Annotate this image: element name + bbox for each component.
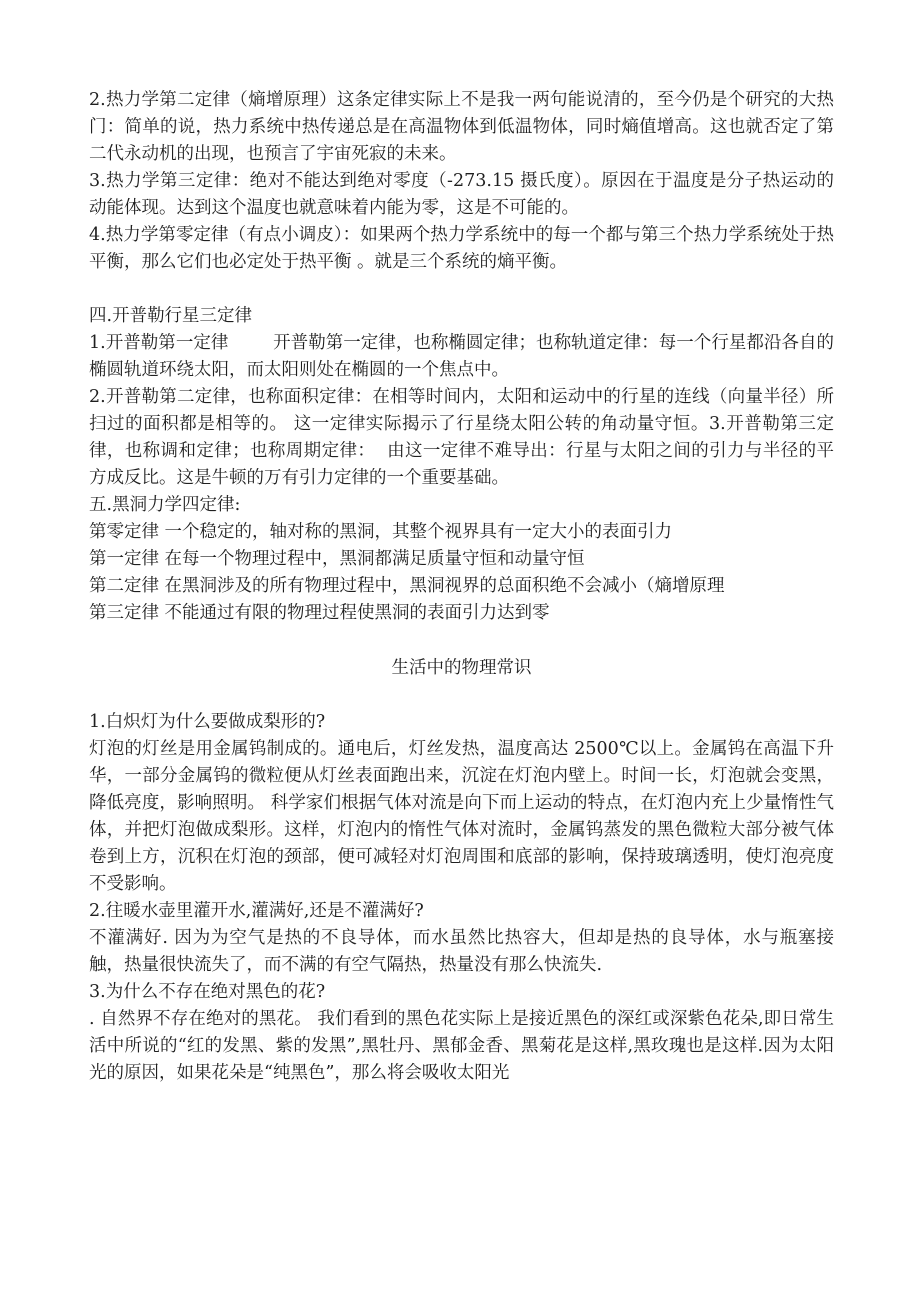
thermo-law-0: 4.热力学第零定律（有点小调皮）：如果两个热力学系统中的每一个都与第三个热力学系统处于热平衡，那么它们也必定处于热平衡 。就是三个系统的熵平衡。	[89, 225, 834, 272]
black-hole-law-1: 第一定律 在每一个物理过程中，黑洞都满足质量守恒和动量守恒	[89, 549, 585, 569]
answer-1: 灯泡的灯丝是用金属钨制成的。通电后，灯丝发热，温度高达 2500℃以上。金属钨在高温下升华，一部分金属钨的微粒便从灯丝表面跑出来，沉淀在灯泡内壁上。时间一长，灯泡就会变黑，降低亮度，影响照明。 科学家们根据气体对流是向下而上运动的特点，在灯泡内充上少量惰性气体，并把灯泡做成梨形。这样，灯泡内的惰性气体对流时，金属钨蒸发的黑色微粒大部分被气体卷到上方，沉积在灯泡的颈部，便可减轻对灯泡周围和底部的影响，保持玻璃透明，使灯泡亮度不受影响。	[89, 739, 834, 894]
blank-line	[89, 276, 834, 303]
question-3: 3.为什么不存在绝对黑色的花?	[89, 982, 326, 1002]
black-hole-heading: 五.黑洞力学四定律:	[89, 495, 241, 515]
question-1: 1.白炽灯为什么要做成梨形的?	[89, 712, 326, 732]
black-hole-law-0: 第零定律 一个稳定的，轴对称的黑洞，其整个视界具有一定大小的表面引力	[89, 522, 673, 542]
section-title: 生活中的物理常识	[391, 658, 532, 678]
black-hole-law-3: 第三定律 不能通过有限的物理过程使黑洞的表面引力达到零	[89, 603, 550, 623]
thermo-law-2: 2.热力学第二定律（熵增原理）这条定律实际上不是我一两句能说清的，至今仍是个研究的大热门：简单的说，热力系统中热传递总是在高温物体到低温物体，同时熵值增高。这也就否定了第二代永动机的出现，也预言了宇宙死寂的未来。	[89, 90, 834, 164]
thermo-law-3: 3.热力学第三定律：绝对不能达到绝对零度（-273.15 摄氏度）。原因在于温度是分子热运动的动能体现。达到这个温度也就意味着内能为零，这是不可能的。	[89, 171, 834, 218]
answer-3: . 自然界不存在绝对的黑花。 我们看到的黑色花实际上是接近黑色的深红或深紫色花朵,即日常生活中所说的“红的发黑、紫的发黑”,黑牡丹、黑郁金香、黑菊花是这样,黑玫瑰也是这样.因为太阳光的原因，如果花朵是“纯黑色”，那么将会吸收太阳光	[89, 1009, 834, 1083]
document-page	[89, 87, 885, 1087]
black-hole-law-2: 第二定律 在黑洞涉及的所有物理过程中，黑洞视界的总面积绝不会减小（熵增原理	[89, 576, 725, 596]
kepler-law-2-3: 2.开普勒第二定律，也称面积定律：在相等时间内，太阳和运动中的行星的连线（向量半径）所扫过的面积都是相等的。 这一定律实际揭示了行星绕太阳公转的角动量守恒。3.开普勒第三定律，也称调和定律；也称周期定律： 由这一定律不难导出：行星与太阳之间的引力与半径的平方成反比。这是牛顿的万有引力定律的一个重要基础。	[89, 387, 834, 488]
kepler-law-1: 1.开普勒第一定律 开普勒第一定律，也称椭圆定律；也称轨道定律：每一个行星都沿各自的 椭圆轨道环绕太阳，而太阳则处在椭圆的一个焦点中。	[89, 333, 885, 380]
kepler-heading: 四.开普勒行星三定律	[89, 306, 253, 326]
question-2: 2.往暖水壶里灌开水,灌满好,还是不灌满好?	[89, 901, 424, 921]
answer-2: 不灌满好. 因为为空气是热的不良导体，而水虽然比热容大，但却是热的良导体，水与瓶塞接触，热量很快流失了，而不满的有空气隔热，热量没有那么快流失.	[89, 928, 834, 975]
